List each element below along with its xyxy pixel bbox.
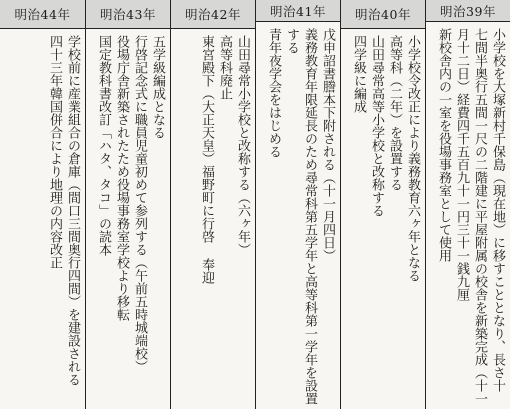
- entry-line: 四学級に編成: [351, 35, 366, 113]
- entry-line: 行啓記念式に職員児童初めて参列する（午前五時城端校）: [132, 35, 147, 373]
- year-header: 明治43年: [86, 0, 170, 29]
- year-entries: [426, 22, 510, 409]
- entry-line: 戊申詔書謄本下附される（十一月四日）: [320, 28, 335, 262]
- entry-line: 山田尋常小学校と改称する（六ヶ年）: [235, 35, 250, 256]
- entry-line: 国定教科書改訂「ハタ、タコ」の読本: [96, 35, 111, 256]
- entry-line: 高等科廃止: [217, 35, 232, 100]
- year-header: 明治39年: [426, 0, 510, 22]
- year-column: [170, 0, 255, 409]
- year-column: [425, 0, 510, 409]
- entry-line: 青年夜学会をはじめる: [266, 28, 281, 158]
- year-entries: [86, 29, 170, 409]
- entry-line: 小学校令改正により義務教育六ヶ年となる: [405, 35, 420, 282]
- entry-line: 義務教育年限延長のため尋常科第五学年と高等科第一学年を設置: [302, 28, 317, 405]
- entry-line: 月十二日）経費四千五百九十一円三十一銭九厘: [454, 28, 469, 301]
- entry-line: 山田尋常高等小学校と改称する: [369, 35, 384, 217]
- entry-line: 役場庁舎新築されたため役場事務室学校より移転: [114, 35, 129, 321]
- entry-line: 四十三年韓国併合により地理の内容改正: [47, 35, 62, 269]
- entry-line: する: [284, 28, 299, 54]
- entry-line: 東宮殿下（大正天皇）福野町に行啓 奉迎: [199, 35, 214, 284]
- year-header: 明治42年: [171, 0, 255, 29]
- year-entries: [341, 29, 425, 409]
- year-column: [85, 0, 170, 409]
- year-column: [255, 0, 340, 409]
- year-column: [0, 0, 85, 409]
- year-header: 明治41年: [256, 0, 340, 22]
- entry-line: 五学級編成となる: [150, 35, 165, 139]
- year-column: [340, 0, 425, 409]
- year-header: 明治40年: [341, 0, 425, 29]
- entry-line: 七間半奥行五間一尺の二階建に平屋附属の校舎を新築完成（十一: [472, 28, 487, 405]
- year-entries: [0, 29, 85, 409]
- entry-line: 高等科（二年）を設置する: [387, 35, 402, 191]
- entry-line: 学校前に産業組合の倉庫（間口三間奥行四間）を建設される: [65, 35, 80, 386]
- year-entries: [171, 29, 255, 409]
- entry-line: 新校舎内の一室を役場事務室として使用: [436, 28, 451, 262]
- year-header: 明治44年: [0, 0, 85, 29]
- year-entries: [256, 22, 340, 409]
- entry-line: 小学校を大塚新村千保島（現在地）に移すこととなり、長さ十: [490, 28, 505, 392]
